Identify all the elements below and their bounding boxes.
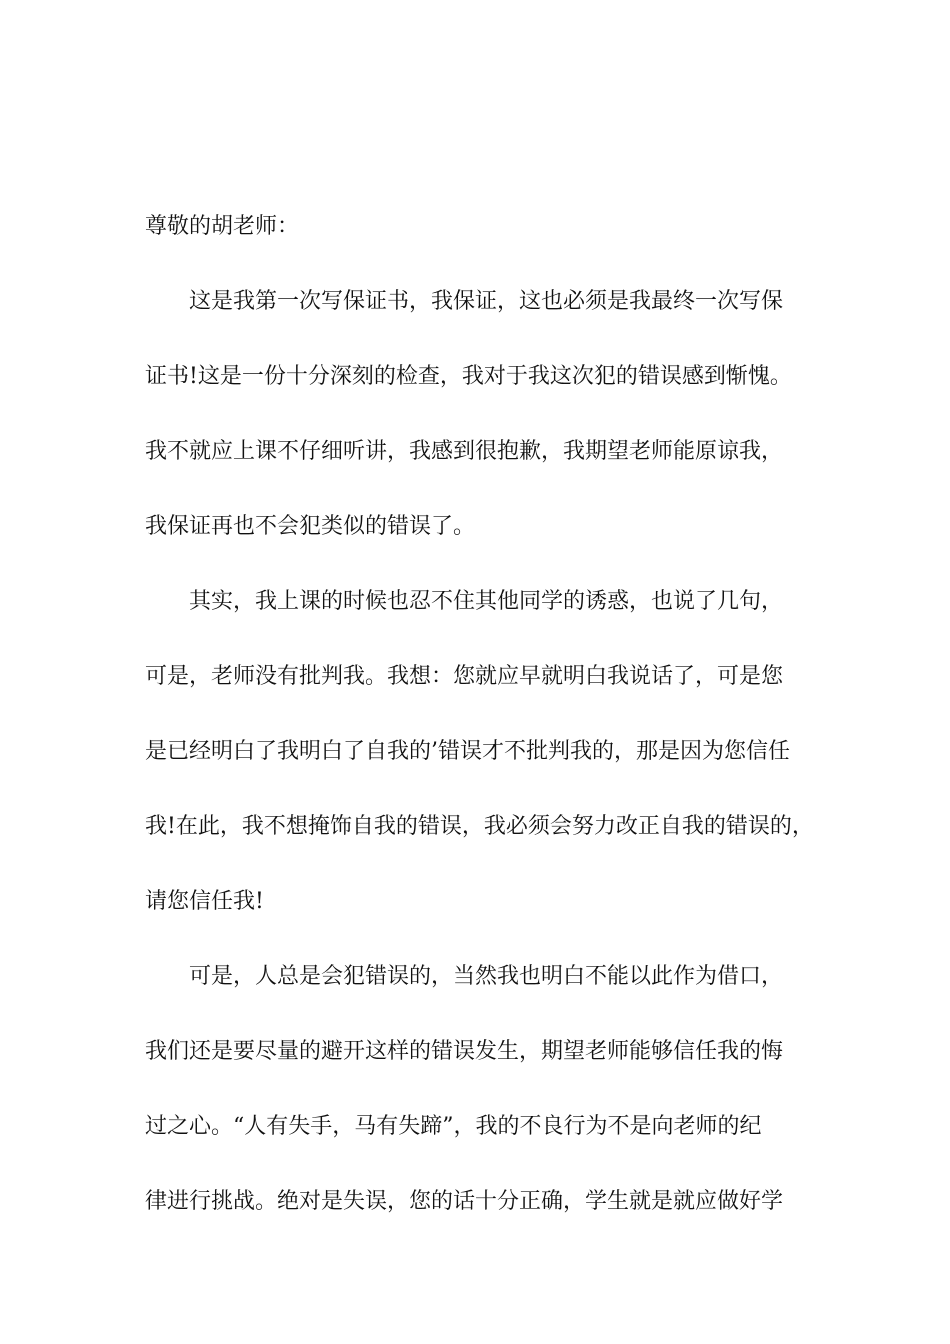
letter-body: [145, 208, 835, 1258]
paragraph-1-line-3: 我不就应上课不仔细听讲，我感到很抱歉，我期望老师能原谅我，: [145, 439, 784, 464]
paragraph-2-line-2: 可是，老师没有批判我。我想：您就应早就明白我说话了，可是您: [145, 664, 784, 689]
paragraph-2-line-4: 我!在此，我不想掩饰自我的错误，我必须会努力改正自我的错误的，: [145, 814, 814, 839]
paragraph-2-line-5: 请您信任我!: [145, 889, 264, 914]
paragraph-1-line-4: 我保证再也不会犯类似的错误了。: [145, 514, 476, 539]
paragraph-3-line-1: 可是，人总是会犯错误的，当然我也明白不能以此作为借口，: [189, 964, 784, 989]
paragraph-1-line-2: 证书!这是一份十分深刻的检查，我对于我这次犯的错误感到惭愧。: [145, 364, 792, 389]
paragraph-3-line-3: 过之心。“人有失手，马有失蹄”，我的不良行为不是向老师的纪: [145, 1114, 762, 1139]
salutation: 尊敬的胡老师：: [145, 214, 300, 239]
paragraph-2-line-1: 其实，我上课的时候也忍不住其他同学的诱惑，也说了几句，: [189, 589, 784, 614]
paragraph-2-line-3: 是已经明白了我明白了自我的’错误才不批判我的，那是因为您信任: [145, 739, 790, 764]
paragraph-3-line-4: 律进行挑战。绝对是失误，您的话十分正确，学生就是就应做好学: [145, 1189, 784, 1214]
paragraph-3-line-2: 我们还是要尽量的避开这样的错误发生，期望老师能够信任我的悔: [145, 1039, 784, 1064]
paragraph-1-line-1: 这是我第一次写保证书，我保证，这也必须是我最终一次写保: [189, 289, 784, 314]
